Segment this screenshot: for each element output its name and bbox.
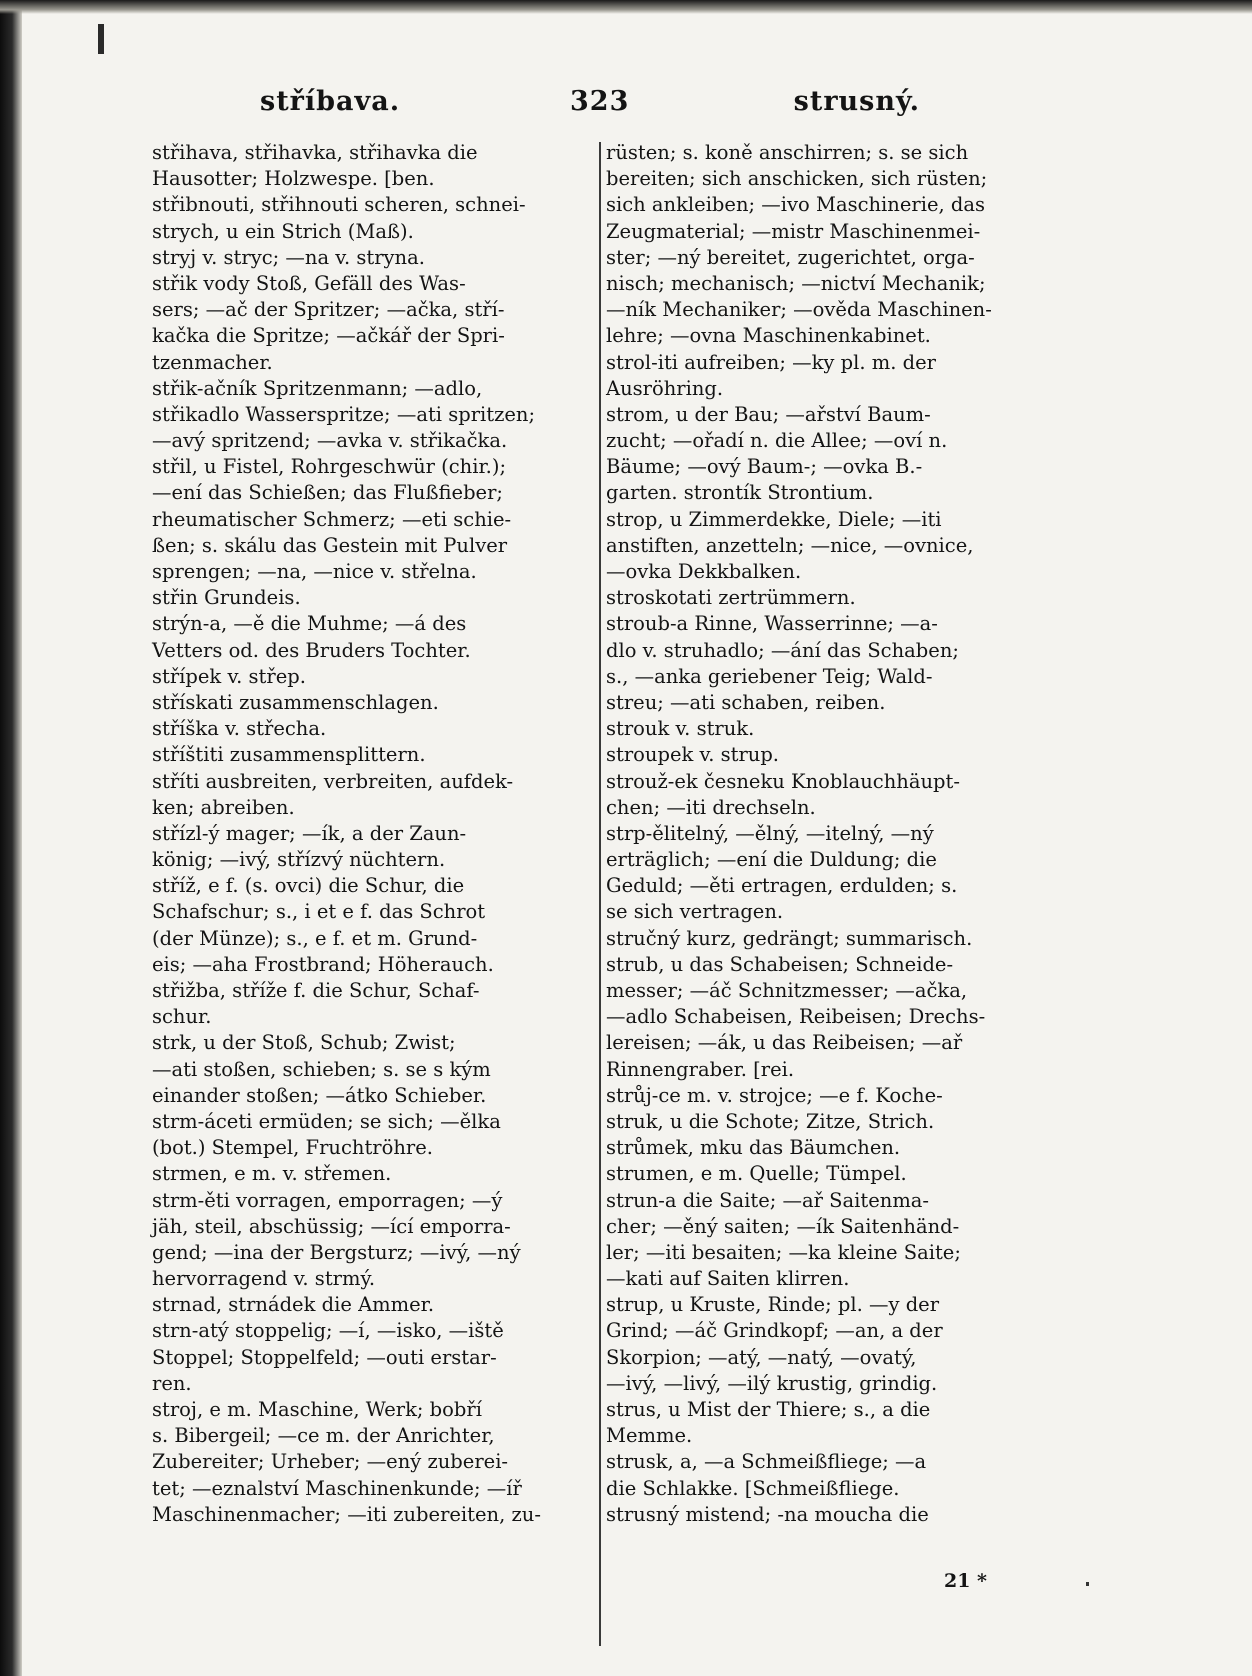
dictionary-line: střik vody Stoß, Gefäll des Was-	[152, 271, 466, 295]
dictionary-line: stříž, e f. (s. ovci) die Schur, die	[152, 874, 465, 898]
dictionary-line: střípek v. střep.	[152, 664, 306, 688]
dictionary-line: erträglich; —ení die Duldung; die	[606, 848, 937, 872]
dictionary-line: dlo v. struhadlo; —ání das Schaben;	[606, 638, 959, 662]
dictionary-line: Ausröhring.	[606, 376, 724, 400]
dictionary-line: Vetters od. des Bruders Tochter.	[152, 638, 471, 662]
dictionary-line: sich ankleiben; —ivo Maschinerie, das	[606, 193, 986, 217]
dictionary-line: Grind; —áč Grindkopf; —an, a der	[606, 1319, 943, 1343]
dictionary-line: s. Bibergeil; —ce m. der Anrichter,	[152, 1424, 495, 1448]
dictionary-line: Stoppel; Stoppelfeld; —outi erstar-	[152, 1345, 497, 1369]
dictionary-line: se sich vertragen.	[606, 900, 784, 924]
dictionary-line: strmen, e m. v. střemen.	[152, 1162, 392, 1186]
header-right-guide-word: strusný.	[793, 86, 920, 117]
dictionary-line: střískati zusammenschlagen.	[152, 690, 439, 714]
dictionary-line: —adlo Schabeisen, Reibeisen; Drechs-	[606, 1005, 986, 1029]
dictionary-line: tzenmacher.	[152, 350, 273, 374]
dictionary-line: stříška v. střecha.	[152, 717, 327, 741]
dictionary-line: —ník Mechaniker; —ověda Maschinen-	[606, 298, 992, 322]
dictionary-line: —ati stoßen, schieben; s. se s kým	[152, 1057, 491, 1081]
dictionary-line: strusk, a, —a Schmeißfliege; —a	[606, 1450, 927, 1474]
dictionary-line: strn-atý stoppelig; —í, —isko, —iště	[152, 1319, 504, 1343]
dictionary-line: ßen; s. skálu das Gestein mit Pulver	[152, 533, 508, 557]
dictionary-line: (der Münze); s., e f. et m. Grund-	[152, 926, 478, 950]
header-left-guide-word: stříbava.	[260, 86, 401, 117]
dictionary-line: střil, u Fistel, Rohrgeschwür (chir.);	[152, 455, 507, 479]
dictionary-line: cher; —ěný saiten; —ík Saitenhänd-	[606, 1214, 960, 1238]
dictionary-line: strůmek, mku das Bäumchen.	[606, 1136, 901, 1160]
dictionary-line: chen; —iti drechseln.	[606, 795, 816, 819]
dictionary-line: strouž-ek česneku Knoblauchhäupt-	[606, 769, 960, 793]
dictionary-line: Skorpion; —atý, —natý, —ovatý,	[606, 1345, 917, 1369]
dictionary-line: střibnouti, střihnouti scheren, schnei-	[152, 193, 526, 217]
dictionary-line: hervorragend v. strmý.	[152, 1267, 376, 1291]
page-number: 323	[570, 86, 630, 117]
right-column	[606, 140, 1076, 1528]
dictionary-line: stroj, e m. Maschine, Werk; bobří	[152, 1398, 482, 1421]
dictionary-line: střihava, střihavka, střihavka die	[152, 141, 478, 164]
dictionary-line: strup, u Kruste, Rinde; pl. —y der	[606, 1293, 940, 1317]
dictionary-line: lehre; —ovna Maschinenkabinet.	[606, 324, 931, 348]
dictionary-line: stručný kurz, gedrängt; summarisch.	[606, 926, 973, 950]
dictionary-line: tet; —eznalství Maschinenkunde; —íř	[152, 1476, 522, 1500]
dictionary-line: ler; —iti besaiten; —ka kleine Saite;	[606, 1240, 961, 1264]
dictionary-line: strnad, strnádek die Ammer.	[152, 1293, 435, 1317]
dictionary-line: strol-iti aufreiben; —ky pl. m. der	[606, 350, 936, 374]
dictionary-line: stroskotati zertrümmern.	[606, 586, 856, 610]
left-column	[152, 140, 592, 1528]
page-header	[260, 86, 920, 126]
dictionary-line: anstiften, anzetteln; —nice, —ovnice,	[606, 533, 974, 557]
dictionary-line: kačka die Spritze; —ačkář der Spri-	[152, 324, 505, 348]
column-divider	[599, 142, 601, 1646]
dictionary-line: ster; —ný bereitet, zugerichtet, orga-	[606, 245, 975, 269]
dictionary-line: strm-ěti vorragen, emporragen; —ý	[152, 1188, 503, 1212]
dictionary-line: streu; —ati schaben, reiben.	[606, 690, 886, 714]
dictionary-line: strumen, e m. Quelle; Tümpel.	[606, 1162, 907, 1186]
binding-mark	[98, 24, 104, 54]
dictionary-line: stříštiti zusammensplittern.	[152, 743, 426, 767]
dictionary-line: gend; —ina der Bergsturz; —ivý, —ný	[152, 1240, 521, 1264]
dictionary-line: schur.	[152, 1005, 212, 1029]
dictionary-line: strp-ělitelný, —ělný, —itelný, —ný	[606, 821, 934, 845]
dictionary-line: Rinnengraber. [rei.	[606, 1057, 795, 1081]
dictionary-line: —ivý, —livý, —ilý krustig, grindig.	[606, 1371, 938, 1395]
dictionary-line: ken; abreiben.	[152, 795, 295, 819]
dictionary-line: Memme.	[606, 1424, 693, 1448]
dictionary-line: střikadlo Wasserspritze; —ati spritzen;	[152, 402, 536, 426]
scan-edge-left	[0, 0, 22, 1676]
dictionary-line: strouk v. struk.	[606, 717, 755, 741]
dictionary-line: könig; —ivý, střízvý nüchtern.	[152, 848, 446, 872]
dictionary-line: strýn-a, —ě die Muhme; —á des	[152, 612, 467, 636]
dictionary-line: ren.	[152, 1371, 192, 1395]
dictionary-line: sprengen; —na, —nice v. střelna.	[152, 560, 477, 583]
dictionary-line: struk, u die Schote; Zitze, Strich.	[606, 1109, 935, 1133]
dictionary-line: stříti ausbreiten, verbreiten, aufdek-	[152, 769, 514, 793]
dictionary-line: einander stoßen; —átko Schieber.	[152, 1083, 487, 1107]
dictionary-line: lereisen; —ák, u das Reibeisen; —ař	[606, 1031, 963, 1055]
dictionary-line: Maschinenmacher; —iti zubereiten, zu-	[152, 1502, 541, 1526]
dictionary-line: Hausotter; Holzwespe. [ben.	[152, 167, 435, 191]
dictionary-line: rheumatischer Schmerz; —eti schie-	[152, 507, 512, 531]
dictionary-line: strm-áceti ermüden; se sich; —ělka	[152, 1109, 501, 1133]
dictionary-line: Zeugmaterial; —mistr Maschinenmei-	[606, 219, 981, 243]
dictionary-line: s., —anka geriebener Teig; Wald-	[606, 664, 933, 688]
dictionary-line: stryj v. stryc; —na v. stryna.	[152, 245, 425, 269]
dictionary-line: rüsten; s. koně anschirren; s. se sich	[606, 141, 969, 164]
dictionary-line: eis; —aha Frostbrand; Höherauch.	[152, 952, 494, 976]
dictionary-line: —kati auf Saiten klirren.	[606, 1267, 850, 1291]
dictionary-line: messer; —áč Schnitzmesser; —ačka,	[606, 979, 968, 1002]
dictionary-line: strun-a die Saite; —ař Saitenma-	[606, 1188, 930, 1212]
dictionary-line: —ení das Schießen; das Flußfieber;	[152, 481, 503, 505]
dictionary-line: strk, u der Stoß, Schub; Zwist;	[152, 1031, 456, 1055]
dictionary-line: —avý spritzend; —avka v. střikačka.	[152, 429, 508, 453]
dictionary-line: Bäume; —ový Baum-; —ovka B.-	[606, 455, 923, 479]
dictionary-line: zucht; —ořadí n. die Allee; —oví n.	[606, 429, 948, 453]
dictionary-line: jäh, steil, abschüssig; —ící emporra-	[152, 1214, 511, 1238]
dictionary-line: sers; —ač der Spritzer; —ačka, stří-	[152, 298, 505, 322]
dictionary-line: střižba, stříže f. die Schur, Schaf-	[152, 979, 480, 1002]
dictionary-line: stroupek v. strup.	[606, 743, 780, 767]
dictionary-line: střik-ačník Spritzenmann; —adlo,	[152, 376, 483, 400]
dictionary-line: garten. strontík Strontium.	[606, 481, 874, 505]
dictionary-line: Zubereiter; Urheber; —ený zuberei-	[152, 1450, 509, 1474]
dictionary-line: nisch; mechanisch; —nictví Mechanik;	[606, 271, 986, 295]
dictionary-line: strusný mistend; -na moucha die	[606, 1502, 929, 1526]
dictionary-line: střin Grundeis.	[152, 586, 301, 610]
dictionary-line: (bot.) Stempel, Fruchtröhre.	[152, 1136, 433, 1160]
dictionary-line: die Schlakke. [Schmeißfliege.	[606, 1476, 900, 1500]
dictionary-line: —ovka Dekkbalken.	[606, 560, 802, 583]
scan-speck	[1086, 1582, 1089, 1586]
dictionary-line: strus, u Mist der Thiere; s., a die	[606, 1398, 931, 1421]
dictionary-line: stroub-a Rinne, Wasserrinne; —a-	[606, 612, 938, 636]
dictionary-line: střízl-ý mager; —ík, a der Zaun-	[152, 821, 467, 845]
dictionary-line: Schafschur; s., i et e f. das Schrot	[152, 900, 486, 924]
dictionary-line: strop, u Zimmerdekke, Diele; —iti	[606, 507, 942, 531]
dictionary-line: bereiten; sich anschicken, sich rüsten;	[606, 167, 988, 191]
dictionary-line: strom, u der Bau; —ařství Baum-	[606, 402, 931, 426]
signature-mark: 21 *	[944, 1570, 987, 1592]
dictionary-line: strych, u ein Strich (Maß).	[152, 219, 414, 243]
dictionary-line: strůj-ce m. v. strojce; —e f. Koche-	[606, 1083, 943, 1107]
dictionary-line: strub, u das Schabeisen; Schneide-	[606, 952, 954, 976]
dictionary-line: Geduld; —ěti ertragen, erdulden; s.	[606, 874, 958, 898]
scan-edge-top	[0, 0, 1252, 14]
